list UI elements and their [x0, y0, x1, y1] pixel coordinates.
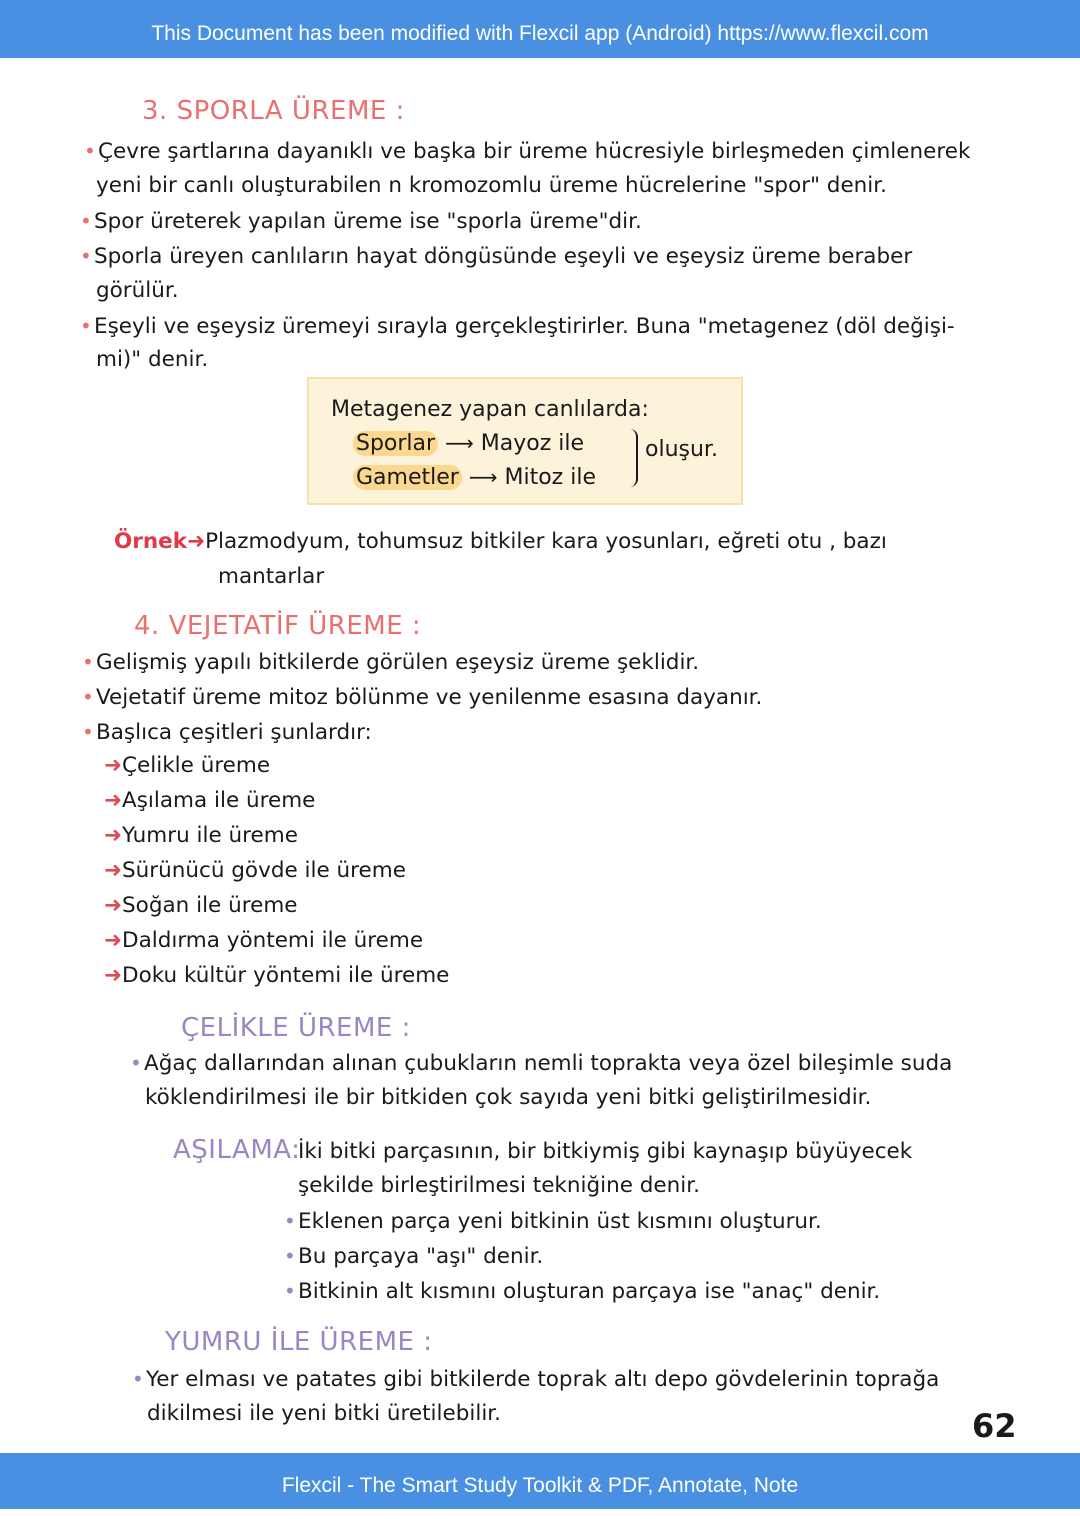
type-item: ➜Soğan ile üreme	[104, 893, 298, 918]
asilama-bullet-1: • Eklenen parça yeni bitkinin üst kısmını oluşturur.	[284, 1206, 822, 1237]
type-item: ➜Daldırma yöntemi ile üreme	[104, 928, 424, 953]
yumru-heading: YUMRU İLE ÜREME :	[165, 1327, 433, 1357]
bullet-icon: •	[80, 314, 92, 338]
arrow-icon: ➜	[104, 823, 123, 848]
yumru-bullet-1: • Yer elması ve patates gibi bitkilerde toprak altı depo gövdelerinin toprağa	[132, 1364, 939, 1395]
type-item: ➜Sürünücü gövde ile üreme	[104, 858, 406, 883]
arrow-icon: ⟶	[468, 465, 498, 489]
celik-heading: ÇELİKLE ÜREME :	[181, 1013, 411, 1043]
spore-bullet-3: • Sporla üreyen canlıların hayat döngüsünde eşeyli ve eşeysiz üreme beraber	[80, 241, 912, 272]
bullet-icon: •	[82, 650, 94, 674]
arrow-icon: ➜	[104, 963, 123, 988]
type-item: ➜Aşılama ile üreme	[104, 788, 316, 813]
term-gametes: Gametler	[353, 465, 462, 490]
asilama-bullet-2: • Bu parçaya "aşı" denir.	[284, 1241, 543, 1272]
vegetative-heading: 4. VEJETATİF ÜREME :	[134, 611, 422, 641]
spore-bullet-4: • Eşeyli ve eşeysiz üremeyi sırayla gerçekleştirirler. Buna "metagenez (döl değişi-	[80, 311, 955, 342]
box-result: oluşur.	[645, 437, 718, 462]
spore-bullet-1: • Çevre şartlarına dayanıklı ve başka bir üreme hücresiyle birleşmeden çimlenerek	[84, 136, 970, 167]
term-spores: Sporlar	[353, 431, 438, 456]
type-item: ➜Çelikle üreme	[104, 753, 271, 778]
arrow-icon: ➜	[104, 788, 123, 813]
value-meiosis: Mayoz ile	[480, 431, 584, 456]
example-line-cont: mantarlar	[218, 564, 325, 589]
bullet-icon: •	[130, 1051, 142, 1075]
bullet-icon: •	[284, 1209, 296, 1233]
example-line: Örnek➜Plazmodyum, tohumsuz bitkiler kara yosunları, eğreti otu , bazı	[114, 529, 887, 554]
bullet-icon: •	[132, 1367, 144, 1391]
celik-bullet-1-cont: köklendirilmesi ile bir bitkiden çok sayıda yeni bitki geliştirilmesidir.	[145, 1085, 872, 1110]
bottom-banner: Flexcil - The Smart Study Toolkit & PDF, Annotate, Note	[0, 1453, 1080, 1509]
vegetative-bullet-1: • Gelişmiş yapılı bitkilerde görülen eşeysiz üreme şeklidir.	[82, 647, 699, 678]
metagenesis-box	[307, 377, 743, 505]
box-row-spores	[353, 431, 584, 456]
arrow-icon: ➜	[104, 928, 123, 953]
celik-bullet-1: • Ağaç dallarından alınan çubukların nemli toprakta veya özel bileşimle suda	[130, 1048, 952, 1079]
spore-bullet-4-cont: mi)" denir.	[96, 347, 209, 372]
brace-icon	[630, 429, 638, 487]
bullet-icon: •	[284, 1244, 296, 1268]
arrow-icon: ➜	[104, 753, 123, 778]
top-banner: This Document has been modified with Flexcil app (Android) https://www.flexcil.com	[0, 0, 1080, 58]
arrow-icon: ➜	[187, 529, 206, 554]
vegetative-bullet-3: • Başlıca çeşitleri şunlardır:	[82, 717, 372, 748]
box-row-gametes	[353, 465, 596, 490]
asilama-definition-cont: şekilde birleştirilmesi tekniğine denir.	[298, 1173, 700, 1198]
page-number: 62	[972, 1407, 1017, 1445]
type-item: ➜Yumru ile üreme	[104, 823, 298, 848]
example-label: Örnek	[114, 529, 188, 554]
spore-bullet-3-cont: görülür.	[96, 278, 179, 303]
arrow-icon: ➜	[104, 858, 123, 883]
arrow-icon: ➜	[104, 893, 123, 918]
bullet-icon: •	[82, 685, 94, 709]
bullet-icon: •	[80, 244, 92, 268]
asilama-definition: İki bitki parçasının, bir bitkiymiş gibi kaynaşıp büyüyecek	[298, 1139, 913, 1164]
vegetative-bullet-2: • Vejetatif üreme mitoz bölünme ve yenilenme esasına dayanır.	[82, 682, 762, 713]
bullet-icon: •	[80, 209, 92, 233]
arrow-icon: ⟶	[445, 431, 474, 455]
spore-bullet-2: • Spor üreterek yapılan üreme ise "sporla üreme"dir.	[80, 206, 642, 237]
type-item: ➜Doku kültür yöntemi ile üreme	[104, 963, 450, 988]
box-title: Metagenez yapan canlılarda:	[331, 397, 649, 422]
bullet-icon: •	[284, 1279, 296, 1303]
asilama-heading: AŞILAMA:	[173, 1135, 301, 1165]
spore-bullet-1-cont: yeni bir canlı oluşturabilen n kromozomlu üreme hücrelerine "spor" denir.	[96, 173, 887, 198]
bullet-icon: •	[84, 139, 96, 163]
yumru-bullet-1-cont: dikilmesi ile yeni bitki üretilebilir.	[147, 1401, 501, 1426]
bullet-icon: •	[82, 720, 94, 744]
asilama-bullet-3: • Bitkinin alt kısmını oluşturan parçaya ise "anaç" denir.	[284, 1276, 880, 1307]
spore-heading: 3. SPORLA ÜREME :	[142, 96, 405, 126]
value-mitosis: Mitoz ile	[504, 465, 596, 490]
